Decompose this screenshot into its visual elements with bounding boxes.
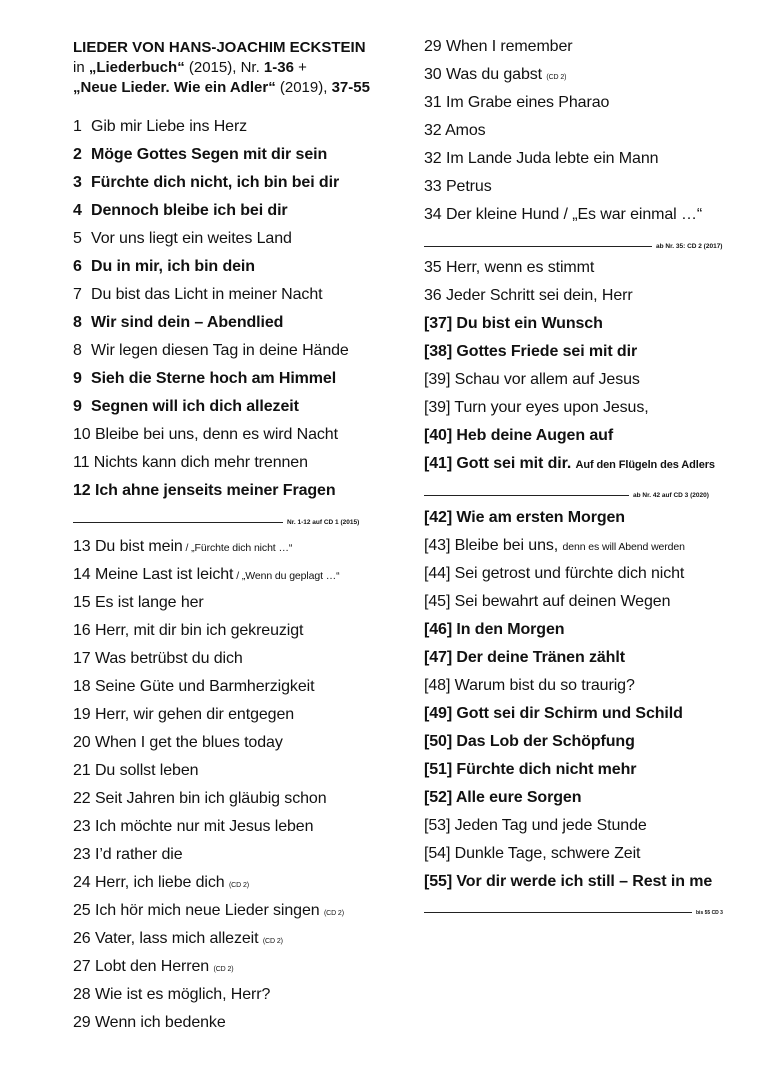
song-number: [49]: [424, 705, 453, 722]
book-range: 1-36: [263, 59, 294, 76]
song-title: Jeder Schritt sei dein, Herr: [445, 287, 633, 304]
song-row: [73, 845, 183, 865]
song-row: [73, 201, 288, 221]
song-title: Dunkle Tage, schwere Zeit: [454, 845, 641, 862]
song-row: [73, 705, 294, 725]
song-title: Ich hör mich neue Lieder singen: [94, 902, 320, 919]
song-number: 34: [424, 206, 442, 223]
song-number: 9: [73, 398, 82, 415]
song-number: 12: [73, 482, 91, 499]
song-title: Du bist das Licht in meiner Nacht: [91, 286, 323, 303]
song-number: 26: [73, 930, 91, 947]
song-title: Herr, ich liebe dich: [94, 874, 225, 891]
cd-note: ab Nr. 42 auf CD 3 (2020): [633, 492, 709, 499]
song-number: 30: [424, 66, 442, 83]
song-number: 8: [73, 342, 82, 359]
song-number: 32: [424, 150, 442, 167]
song-number: 31: [424, 94, 442, 111]
song-row: [424, 121, 486, 141]
song-number: 28: [73, 986, 91, 1003]
song-title: Wenn ich bedenke: [94, 1014, 226, 1031]
song-row: [73, 145, 327, 165]
song-title: Jeden Tag und jede Stunde: [454, 817, 647, 834]
song-title: Fürchte dich nicht, ich bin bei dir: [91, 174, 340, 191]
song-title: Segnen will ich dich allezeit: [91, 398, 299, 415]
song-title: Du sollst leben: [94, 762, 199, 779]
song-row: [424, 426, 613, 446]
song-alt-title: denn es will Abend werden: [562, 541, 685, 553]
book-year: (2015), Nr.: [184, 59, 264, 76]
song-row: [73, 677, 314, 697]
divider-line: [424, 246, 652, 247]
subtitle-prefix: in: [73, 59, 89, 76]
page-title: LIEDER VON HANS-JOACHIM ECKSTEIN: [73, 39, 366, 56]
cd-separator: [424, 232, 723, 250]
song-row: [73, 621, 303, 641]
song-row: [73, 481, 336, 501]
song-title: Was betrübst du dich: [94, 650, 243, 667]
song-number: 23: [73, 846, 91, 863]
song-number: 25: [73, 902, 91, 919]
song-row: [424, 592, 670, 612]
song-row: [424, 676, 635, 696]
song-row: [424, 816, 647, 836]
song-title: Du bist ein Wunsch: [456, 315, 603, 332]
song-title: Petrus: [445, 178, 492, 195]
cd-separator: [73, 508, 360, 526]
song-row: [73, 117, 247, 137]
song-title: Möge Gottes Segen mit dir sein: [91, 146, 328, 163]
song-row: [424, 258, 594, 278]
song-row: [424, 508, 625, 528]
song-title: Vater, lass mich allezeit: [94, 930, 259, 947]
song-number: [53]: [424, 817, 451, 834]
song-row: [73, 257, 255, 277]
song-title: Amos: [445, 122, 486, 139]
song-title: Seine Güte und Barmherzigkeit: [94, 678, 315, 695]
song-row: [424, 37, 573, 57]
song-row: [424, 314, 603, 334]
song-number: 2: [73, 146, 82, 163]
song-number: [50]: [424, 733, 453, 750]
song-number: 23: [73, 818, 91, 835]
song-number: 19: [73, 706, 91, 723]
song-number: [52]: [424, 789, 453, 806]
song-number: 14: [73, 566, 91, 583]
song-row: [73, 593, 204, 613]
song-row: [73, 789, 327, 809]
song-row: [424, 536, 685, 557]
song-number: 7: [73, 286, 82, 303]
song-row: [424, 454, 715, 475]
song-number: [44]: [424, 565, 451, 582]
song-title: Wie am ersten Morgen: [456, 509, 625, 526]
song-row: [73, 369, 336, 389]
song-title: Heb deine Augen auf: [456, 427, 614, 444]
song-row: [424, 732, 635, 752]
subtitle-plus: +: [293, 59, 307, 76]
song-row: [73, 985, 270, 1005]
song-title: Herr, wir gehen dir entgegen: [94, 706, 295, 723]
song-row: [424, 704, 683, 724]
song-row: [73, 565, 340, 586]
book-title-neue-lieder: „Neue Lieder. Wie ein Adler“: [73, 79, 276, 96]
song-title: Seit Jahren bin ich gläubig schon: [94, 790, 327, 807]
divider-line: [424, 912, 692, 913]
song-row: [424, 342, 637, 362]
song-title: Sei getrost und fürchte dich nicht: [454, 565, 685, 582]
song-title: In den Morgen: [456, 621, 565, 638]
song-title: Warum bist du so traurig?: [454, 677, 635, 694]
song-number: 33: [424, 178, 442, 195]
song-title: Vor dir werde ich still – Rest in me: [456, 873, 713, 890]
song-row: [424, 648, 625, 668]
song-title: Ich möchte nur mit Jesus leben: [94, 818, 314, 835]
subtitle-line-1: [73, 58, 307, 78]
song-title: Meine Last ist leicht: [94, 566, 234, 583]
song-row: [73, 817, 313, 837]
song-title: Du bist mein: [94, 538, 183, 555]
song-title: Ich ahne jenseits meiner Fragen: [94, 482, 336, 499]
song-title: Alle eure Sorgen: [455, 789, 582, 806]
song-title: Gottes Friede sei mit dir: [456, 343, 638, 360]
cd-separator: [424, 898, 723, 916]
song-row: [73, 313, 283, 333]
cd-tag: (CD 2): [228, 882, 249, 889]
song-title: Bleibe bei uns, denn es wird Nacht: [94, 426, 338, 443]
song-title: Im Lande Juda lebte ein Mann: [445, 150, 659, 167]
song-row: [73, 425, 338, 445]
song-row: [73, 873, 249, 896]
song-title: Schau vor allem auf Jesus: [454, 371, 640, 388]
song-number: 6: [73, 258, 82, 275]
song-title: Das Lob der Schöpfung: [456, 733, 635, 750]
song-title: Sieh die Sterne hoch am Himmel: [91, 370, 337, 387]
song-title: Du in mir, ich bin dein: [91, 258, 255, 275]
song-row: [73, 341, 349, 361]
song-number: 4: [73, 202, 82, 219]
song-title: Vor uns liegt ein weites Land: [91, 230, 292, 247]
song-row: [424, 370, 640, 390]
song-title: Was du gabst: [445, 66, 543, 83]
song-row: [424, 788, 581, 808]
song-number: 8: [73, 314, 82, 331]
book-title-liederbuch: „Liederbuch“: [88, 59, 185, 76]
song-number: 3: [73, 174, 82, 191]
cd-separator: [424, 481, 709, 499]
song-number: 16: [73, 622, 91, 639]
song-title: Turn your eyes upon Jesus,: [454, 399, 649, 416]
song-title: Wie ist es möglich, Herr?: [94, 986, 271, 1003]
song-title: Dennoch bleibe ich bei dir: [91, 202, 288, 219]
song-number: [54]: [424, 845, 451, 862]
song-number: 9: [73, 370, 82, 387]
song-number: [41]: [424, 455, 453, 472]
song-row: [73, 1013, 226, 1033]
song-row: [424, 177, 492, 197]
song-title: Wir legen diesen Tag in deine Hände: [91, 342, 349, 359]
book-year: (2019),: [275, 79, 332, 96]
song-number: 36: [424, 287, 442, 304]
song-title: Lobt den Herren: [94, 958, 210, 975]
song-number: [40]: [424, 427, 453, 444]
divider-line: [424, 495, 629, 496]
song-number: 5: [73, 230, 82, 247]
song-number: 29: [424, 38, 442, 55]
song-row: [73, 649, 243, 669]
song-title: Es ist lange her: [94, 594, 204, 611]
song-title: Herr, mit dir bin ich gekreuzigt: [94, 622, 304, 639]
song-row: [424, 872, 712, 892]
song-number: [47]: [424, 649, 453, 666]
cd-tag: (CD 2): [213, 966, 234, 973]
song-title: Herr, wenn es stimmt: [445, 259, 595, 276]
song-number: 1: [73, 118, 82, 135]
song-number: 32: [424, 122, 442, 139]
song-number: 20: [73, 734, 91, 751]
song-number: [46]: [424, 621, 453, 638]
song-row: [73, 285, 322, 305]
song-title: When I remember: [445, 38, 573, 55]
song-row: [73, 453, 308, 473]
song-row: [73, 173, 339, 193]
song-number: 29: [73, 1014, 91, 1031]
song-row: [73, 537, 292, 558]
cd-tag: (CD 2): [546, 74, 567, 81]
song-title: Gott sei dir Schirm und Schild: [456, 705, 683, 722]
cd-note: Nr. 1-12 auf CD 1 (2015): [287, 519, 360, 526]
song-alt-title: / „Fürchte dich nicht …“: [182, 542, 293, 554]
song-number: 11: [73, 454, 90, 471]
cd-note: ab Nr. 35: CD 2 (2017): [656, 243, 723, 250]
song-title: Der deine Tränen zählt: [456, 649, 625, 666]
song-title: Wir sind dein – Abendlied: [91, 314, 284, 331]
song-number: 15: [73, 594, 91, 611]
song-title: Gib mir Liebe ins Herz: [91, 118, 248, 135]
song-number: [39]: [424, 371, 451, 388]
song-title: I’d rather die: [94, 846, 183, 863]
song-row: [73, 901, 344, 924]
song-row: [424, 286, 633, 306]
song-number: [42]: [424, 509, 453, 526]
song-number: 13: [73, 538, 91, 555]
song-number: [55]: [424, 873, 453, 890]
song-number: 35: [424, 259, 442, 276]
cd-note: bis 55 CD 3: [696, 910, 723, 916]
song-row: [424, 760, 636, 780]
song-number: [51]: [424, 761, 453, 778]
song-number: 22: [73, 790, 91, 807]
song-number: [39]: [424, 399, 451, 416]
song-row: [73, 229, 292, 249]
song-number: 17: [73, 650, 91, 667]
song-row: [73, 397, 299, 417]
divider-line: [73, 522, 283, 523]
song-row: [424, 205, 702, 225]
song-title: Fürchte dich nicht mehr: [456, 761, 637, 778]
song-row: [424, 620, 564, 640]
song-title: Der kleine Hund / „Es war einmal …“: [445, 206, 703, 223]
song-row: [73, 733, 283, 753]
song-row: [424, 398, 649, 418]
song-title: Im Grabe eines Pharao: [445, 94, 610, 111]
song-alt-title: Auf den Flügeln des Adlers: [575, 459, 715, 471]
song-number: 27: [73, 958, 91, 975]
song-row: [73, 761, 198, 781]
song-alt-title: / „Wenn du geplagt …“: [233, 570, 340, 582]
song-title: When I get the blues today: [94, 734, 283, 751]
song-number: [43]: [424, 537, 451, 554]
song-title: Bleibe bei uns,: [454, 537, 559, 554]
song-number: 10: [73, 426, 91, 443]
book-range: 37-55: [331, 79, 370, 96]
song-row: [424, 564, 684, 584]
subtitle-line-2: [73, 78, 370, 98]
song-row: [424, 93, 609, 113]
song-number: 18: [73, 678, 91, 695]
song-title: Nichts kann dich mehr trennen: [93, 454, 308, 471]
cd-tag: (CD 2): [323, 910, 344, 917]
song-row: [73, 957, 233, 980]
song-number: [38]: [424, 343, 453, 360]
song-row: [424, 844, 640, 864]
song-number: [37]: [424, 315, 453, 332]
song-title: Gott sei mit dir.: [456, 455, 572, 472]
song-number: [45]: [424, 593, 451, 610]
song-number: [48]: [424, 677, 451, 694]
song-row: [424, 65, 566, 88]
song-row: [424, 149, 658, 169]
cd-tag: (CD 2): [262, 938, 283, 945]
song-number: 21: [73, 762, 91, 779]
song-row: [73, 929, 283, 952]
song-number: 24: [73, 874, 91, 891]
song-title: Sei bewahrt auf deinen Wegen: [454, 593, 671, 610]
